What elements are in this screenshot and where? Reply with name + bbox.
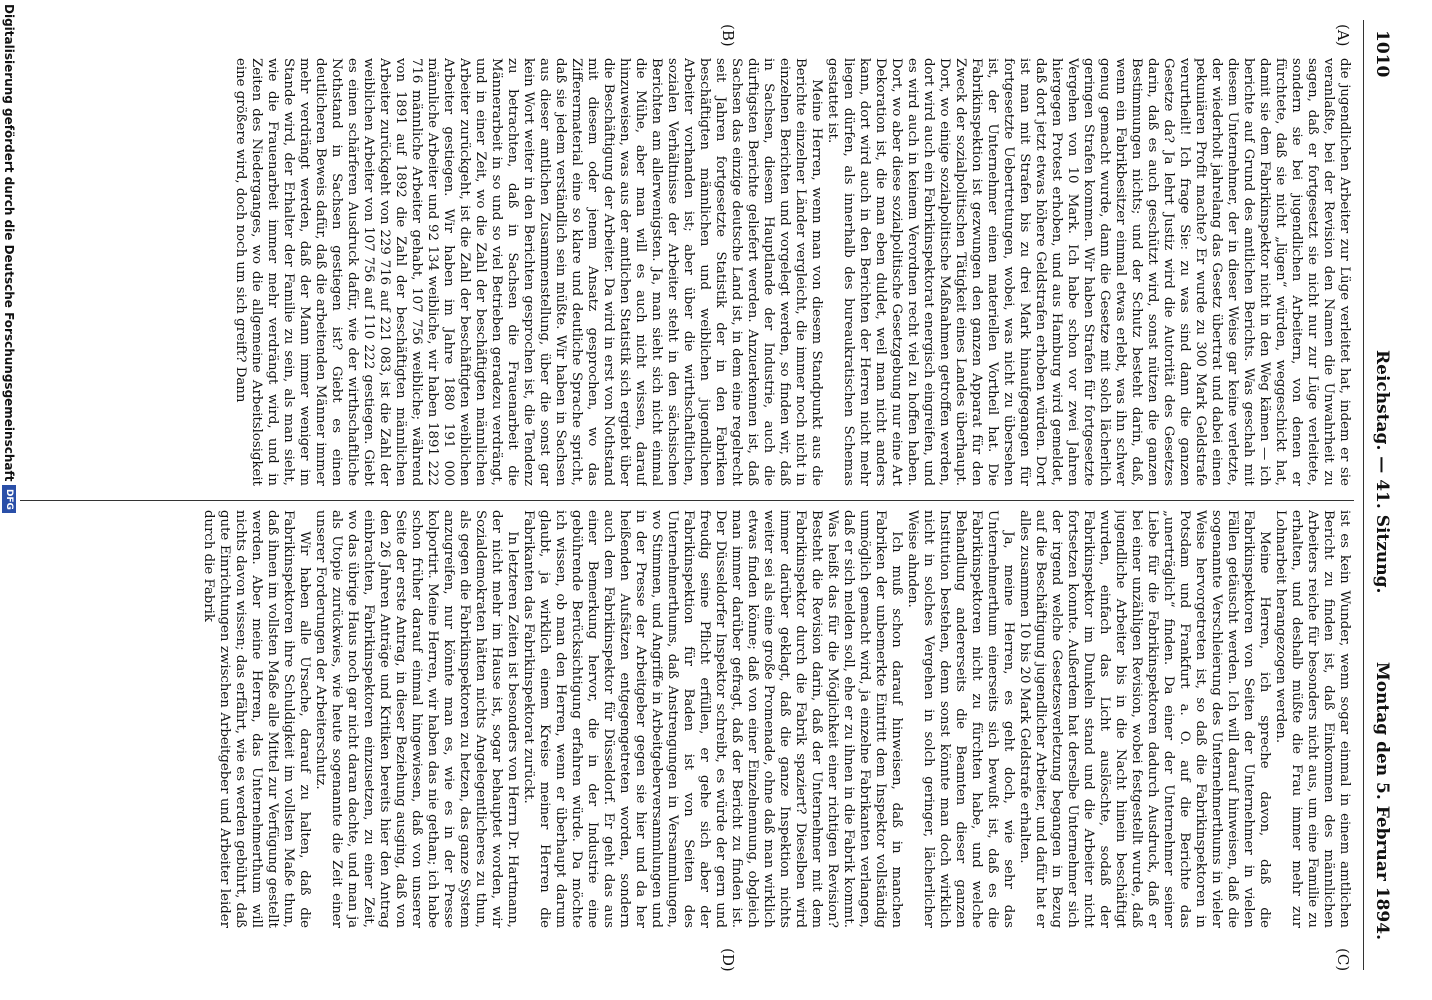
margin-letter-d: (D) bbox=[719, 948, 737, 972]
footer-text: Digitalisierung gefördert durch die Deutsche Forschungsgemeinschaft bbox=[2, 4, 16, 482]
left-column bbox=[12, 58, 1352, 486]
paragraph: Ja, meine Herren, es geht doch, wie sehr das Unternehmerthum einerseits sich bewußt ist, daß es die Fabrikinspektoren nicht zu fürchten habe, und welche Behandlung andererseits die Beamten dieser ganzen Institution bestehen, denn sonst könnte man doch wirklich nicht in solches Vergehen in solch geringer, lächerlicher Weise ahnden. bbox=[905, 510, 1016, 928]
page-number: 1010 bbox=[1372, 30, 1392, 78]
right-column bbox=[12, 510, 1352, 928]
running-head: Reichstag. — 41. Sitzung. bbox=[1372, 350, 1392, 594]
page-header bbox=[1370, 30, 1392, 940]
paragraph: Ich muß schon darauf hinweisen, daß in manchen Fabriken der unbemerkte Eintritt dem Inspektor vollständig unmöglich gemacht wird, ja einzelne Fabrikanten verlangen, daß er sich melden soll, ehe er zu ihnen in die Fabrik kommt. Was heißt das für die Möglichkeit einer richtigen Revision? Besteht die Revision darin, daß der Unternehmer mit dem Fabrikinspektor durch die Fabrik spaziert? Dieselben wird immer darüber geklagt, daß die ganze Inspektion nichts weiter sei als eine große Promenade, ohne daß man wirklich etwas finden könne; daß von einer Einzelnennung, obgleich man immer darüber gefragt, daß der Bericht zu finden ist. Der Düsseldorfer Inspektor schreibt, es würde der gern und freudig seine Pflicht erfüllen, er gehe sich aber der Fabrikinspektion für Baden ist von Seiten des Unternehmerthums, daß Anstrengungen in Versammlungen, wo Stimmen, und Angriffe in Arbeitgeberversammlungen und in der Presse der Arbeitgeber gegen sie hier und da her heißenden Aufsätzen entgegengetreten worden, sondern auch dem Fabrikinspektor für Düsseldorf. Er geht das aus einer Bemerkung hervor, die in der Industrie eine gebührende Berücksichtigung erfahren würde. Da möchte ich wissen, ob man den Herren, wenn er überhaupt darum glaubt, ja wirklich einem Kreise meiner Herren die Fabrikanten das Fabrikinspektorat zurückt. bbox=[521, 510, 904, 928]
margin-letter-a: (A) bbox=[1334, 24, 1352, 47]
paragraph: In letzteren Zeiten ist besonders von Herrn Dr. Hartmann, der nicht mehr im Hause ist, sogar behauptet worden, wir Sozialdemokraten hätten nichts Angelegentlicheres zu thun, als gegen die Fabrikinspektoren zu hetzen, das ganze System anzugreifen, nur könnte man es, wie es in der Presse kolportirt. Meine Herren, wir haben das nie gethan; ich habe schon früher darauf einmal hingewiesen, daß von unserer Seite der erste Antrag, in dieser Beziehung ausging, daß von den 26 Jahren Anträge und Kritiken bereits hier den Antrag einbrachten, Fabrikinspektoren einzusetzen, zu einer Zeit, wo das übrige Haus noch gar nicht daran dachte, und man ja als Utopie zurückwies, wie heute sogenannte die Zeit einer unserer Forderungen der Arbeiterschutz. bbox=[313, 510, 520, 928]
margin-letter-b: (B) bbox=[719, 24, 737, 47]
digitization-footer bbox=[2, 4, 16, 513]
header-rule bbox=[1363, 20, 1364, 970]
paragraph: ist es kein Wunder, wenn sogar einmal in einem amtlichen Bericht zu finden ist, daß Einkommen des männlichen Arbeiters reiche für besonders nicht aus, um eine Familie zu erhalten, und deshalb müßte die Frau immer mehr zur Lohnarbeit herangezogen werden. bbox=[1273, 510, 1352, 928]
dfg-logo: DFG bbox=[2, 485, 16, 513]
column-divider bbox=[20, 500, 1354, 501]
paragraph: Meine Herren, ich spreche davon, daß die Fabrikinspektoren von Seiten der Unternehmer in vielen Fällen getäuscht werden. Ich will darauf hinweisen, daß die sogenannte Verschleierung des Unternehmerthums in vieler Weise hervorgetreten ist, so daß die Fabrikinspektoren in Potsdam und Frankfurt a. O. auf die Berichte das „unerträglich“ finden. Da einer der Unternehmer seiner Liebe für die Fabrikinspektoren dadurch Ausdruck, daß er bei einer unzähligen Revision, wobei festgestellt wurde, daß jugendliche Arbeiter bis in die Nacht hinein beschäftigt wurden, einfach das Licht auslöschte, sodaß der Fabrikinspektor im Dunkeln stand und die Arbeiter nicht fortsetzen konnte. Außerdem hat derselbe Unternehmer sich der irgend welche Gesetzesverletzung begangen in Bezug auf die Beschäftigung jugendlicher Arbeiter, und dafür hat er alles zusammen 10 bis 20 Mark Geldstrafe erhalten. bbox=[1017, 510, 1272, 928]
margin-letter-c: (C) bbox=[1334, 948, 1352, 972]
paragraph: die jugendlichen Arbeiter zur Lüge verleitet hat, indem er sie veranlaßte, bei der Revision den Namen die Unwahrheit zu sagen, daß er fortgesetzt sie nicht nur zur Lüge verleitete, sondern sie bei jugendlichen Arbeitern, von denen er fürchtete, daß sie nicht „lügen“ würden, weggeschickt hat, damit sie dem Fabrikinspektor nicht in den Weg kämen — ich berichte auf Grund des amtlichen Berichts. Was geschah mit diesem Unternehmer, der in dieser Weise gar keine verletzte, der wiederholt jahrelang das Gesetz übertrat und dabei einen pekuniären Profit machte? Er wurde zu 300 Mark Geldstrafe verurtheilt! Ich frage Sie: zu was sind dann die ganzen Gesetze da? Ja lehrt Justiz wird die Autorität des Gesetzes darin, daß es auch geschützt wird, sonst nützen die ganzen Bestimmungen nichts; und der Schutz besteht darin, daß, wenn ein Fabrikbesitzer einmal etwas erlebt, was ihn schwer genug gemacht wurde, dann die Gesetze mit solch lächerlich geringen Strafen kommen. Wir haben Strafen für fortgesetzte Vergehen von 10 Mark. Ich habe schon vor zwei Jahren hiergegen Protest erhoben, und aus Hamburg wird gemeldet, daß dort jetzt etwas höhere Geldstrafen erhoben würden. Dort ist man mit Strafen bis zu drei Mark hinaufgegangen für fortgesetzte Uebertretungen, wobei, was nicht zu übersehen ist, der Unternehmer einen materiellen Vortheil hat. Die Fabrikinspektion ist gezwungen den ganzen Apparat für den Zweck der sozialpolitischen Tätigkeit eines Landes überhaupt. Dort, wo einige sozialpolitische Maßnahmen getroffen werden, dort wird auch ein Fabrikinspektorat energisch eingreifen, und es wird auch in keinem Verordnen recht viel zu hoffen haben. Dort, wo aber diese sozialpolitische Gesetzgebung nur eine Art Dekoration ist, die man eben duldet, weil man nicht anders kann, dort wird auch in den Berichten der Herren nicht mehr liegen dürfen, als innerhalb des bureaukratischen Schemas gestattet ist. bbox=[825, 58, 1352, 486]
paragraph: Wir haben alle Ursache, darauf zu halten, daß die Fabrikinspektoren ihre Schuldigkeit im vollsten Maße thun, daß ihnen im vollsten Maße alle Mittel zur Verfügung gestellt werden. Aber meine Herren, das Unternehmerthum will nichts davon wissen; das erfährt, wie es werden gebührt, daß gute Einrichtungen zwischen Arbeitgeber und Arbeiter leider durch die Fabrik bbox=[201, 510, 312, 928]
header-date: Montag den 5. Februar 1894. bbox=[1372, 661, 1392, 940]
paragraph: Meine Herren, wenn man von diesem Standpunkt aus die Berichte einzelner Länder vergleicht, die immer noch nicht in einzelnen Berichten und vorgelegt werden, so finden wir, daß in Sachsen, diesem Hauptlande der Industrie, auch die dürftigsten Berichte geliefert werden. Anzuerkennen ist, daß Sachsen das einzige deutsche Land ist, in dem eine regelrecht seit Jahren fortgesetzte Statistik der in den Fabriken beschäftigten männlichen und weiblichen jugendlichen Arbeiter vorhanden ist; aber über die wirthschaftlichen, sozialen Verhältnisse der Arbeiter steht in den sächsischen Berichten am allerwenigsten. Ja, man sieht sich nicht einmal die Mühe, aber man will es auch nicht wissen, darauf hinzuweisen, was aus der amtlichen Statistik sich ergiebt über die Beschäftigung der Arbeiter. Da wird in erst von Nothstand mit diesem oder jenem Ansatz gesprochen, wo das Zifferermaterial eine so klare und deutliche Sprache spricht, daß sie jedem verständlich sein müßte. Wir haben in Sachsen aus dieser amtlichen Zusammenstellung, über die sonst gar kein Wort weiter in den Berichten gesprochen ist, die Tendenz zu betrachten, daß in Sachsen die Frauenarbeit die Männerarbeit in so und so viel Betrieben geradezu verdrängt, und in einer Zeit, wo die Zahl der beschäftigten männlichen Arbeiter zurückgeht, ist die Zahl der beschäftigten weiblichen Arbeiter gestiegen. Wir haben im Jahre 1880 191 000 männliche Arbeiter und 92 134 weibliche, wir haben 1891 222 716 männliche Arbeiter gehabt, 107 756 weibliche; während von 1891 auf 1892 die Zahl der beschäftigten männlichen Arbeiter zurückgeht von 229 716 auf 221 083, ist die Zahl der weiblichen Arbeiter von 107 756 auf 110 222 gestiegen. Giebt es einen schärferen Ausdruck dafür, wie der wirthschaftliche Nothstand in Sachsen gestiegen ist? Giebt es einen deutlicheren Beweis dafür, daß die arbeitenden Männer immer mehr verdrängt werden, daß der Mann immer weniger im Stande wird, der Erhalter der Familie zu sein, als man sieht, wie die Frauenarbeit immer mehr verdrängt wird, und in Zeiten des Niederganges, wo die allgemeine Arbeitslosigkeit eine größere wird, doch noch um sich greift? Dann bbox=[233, 58, 824, 486]
